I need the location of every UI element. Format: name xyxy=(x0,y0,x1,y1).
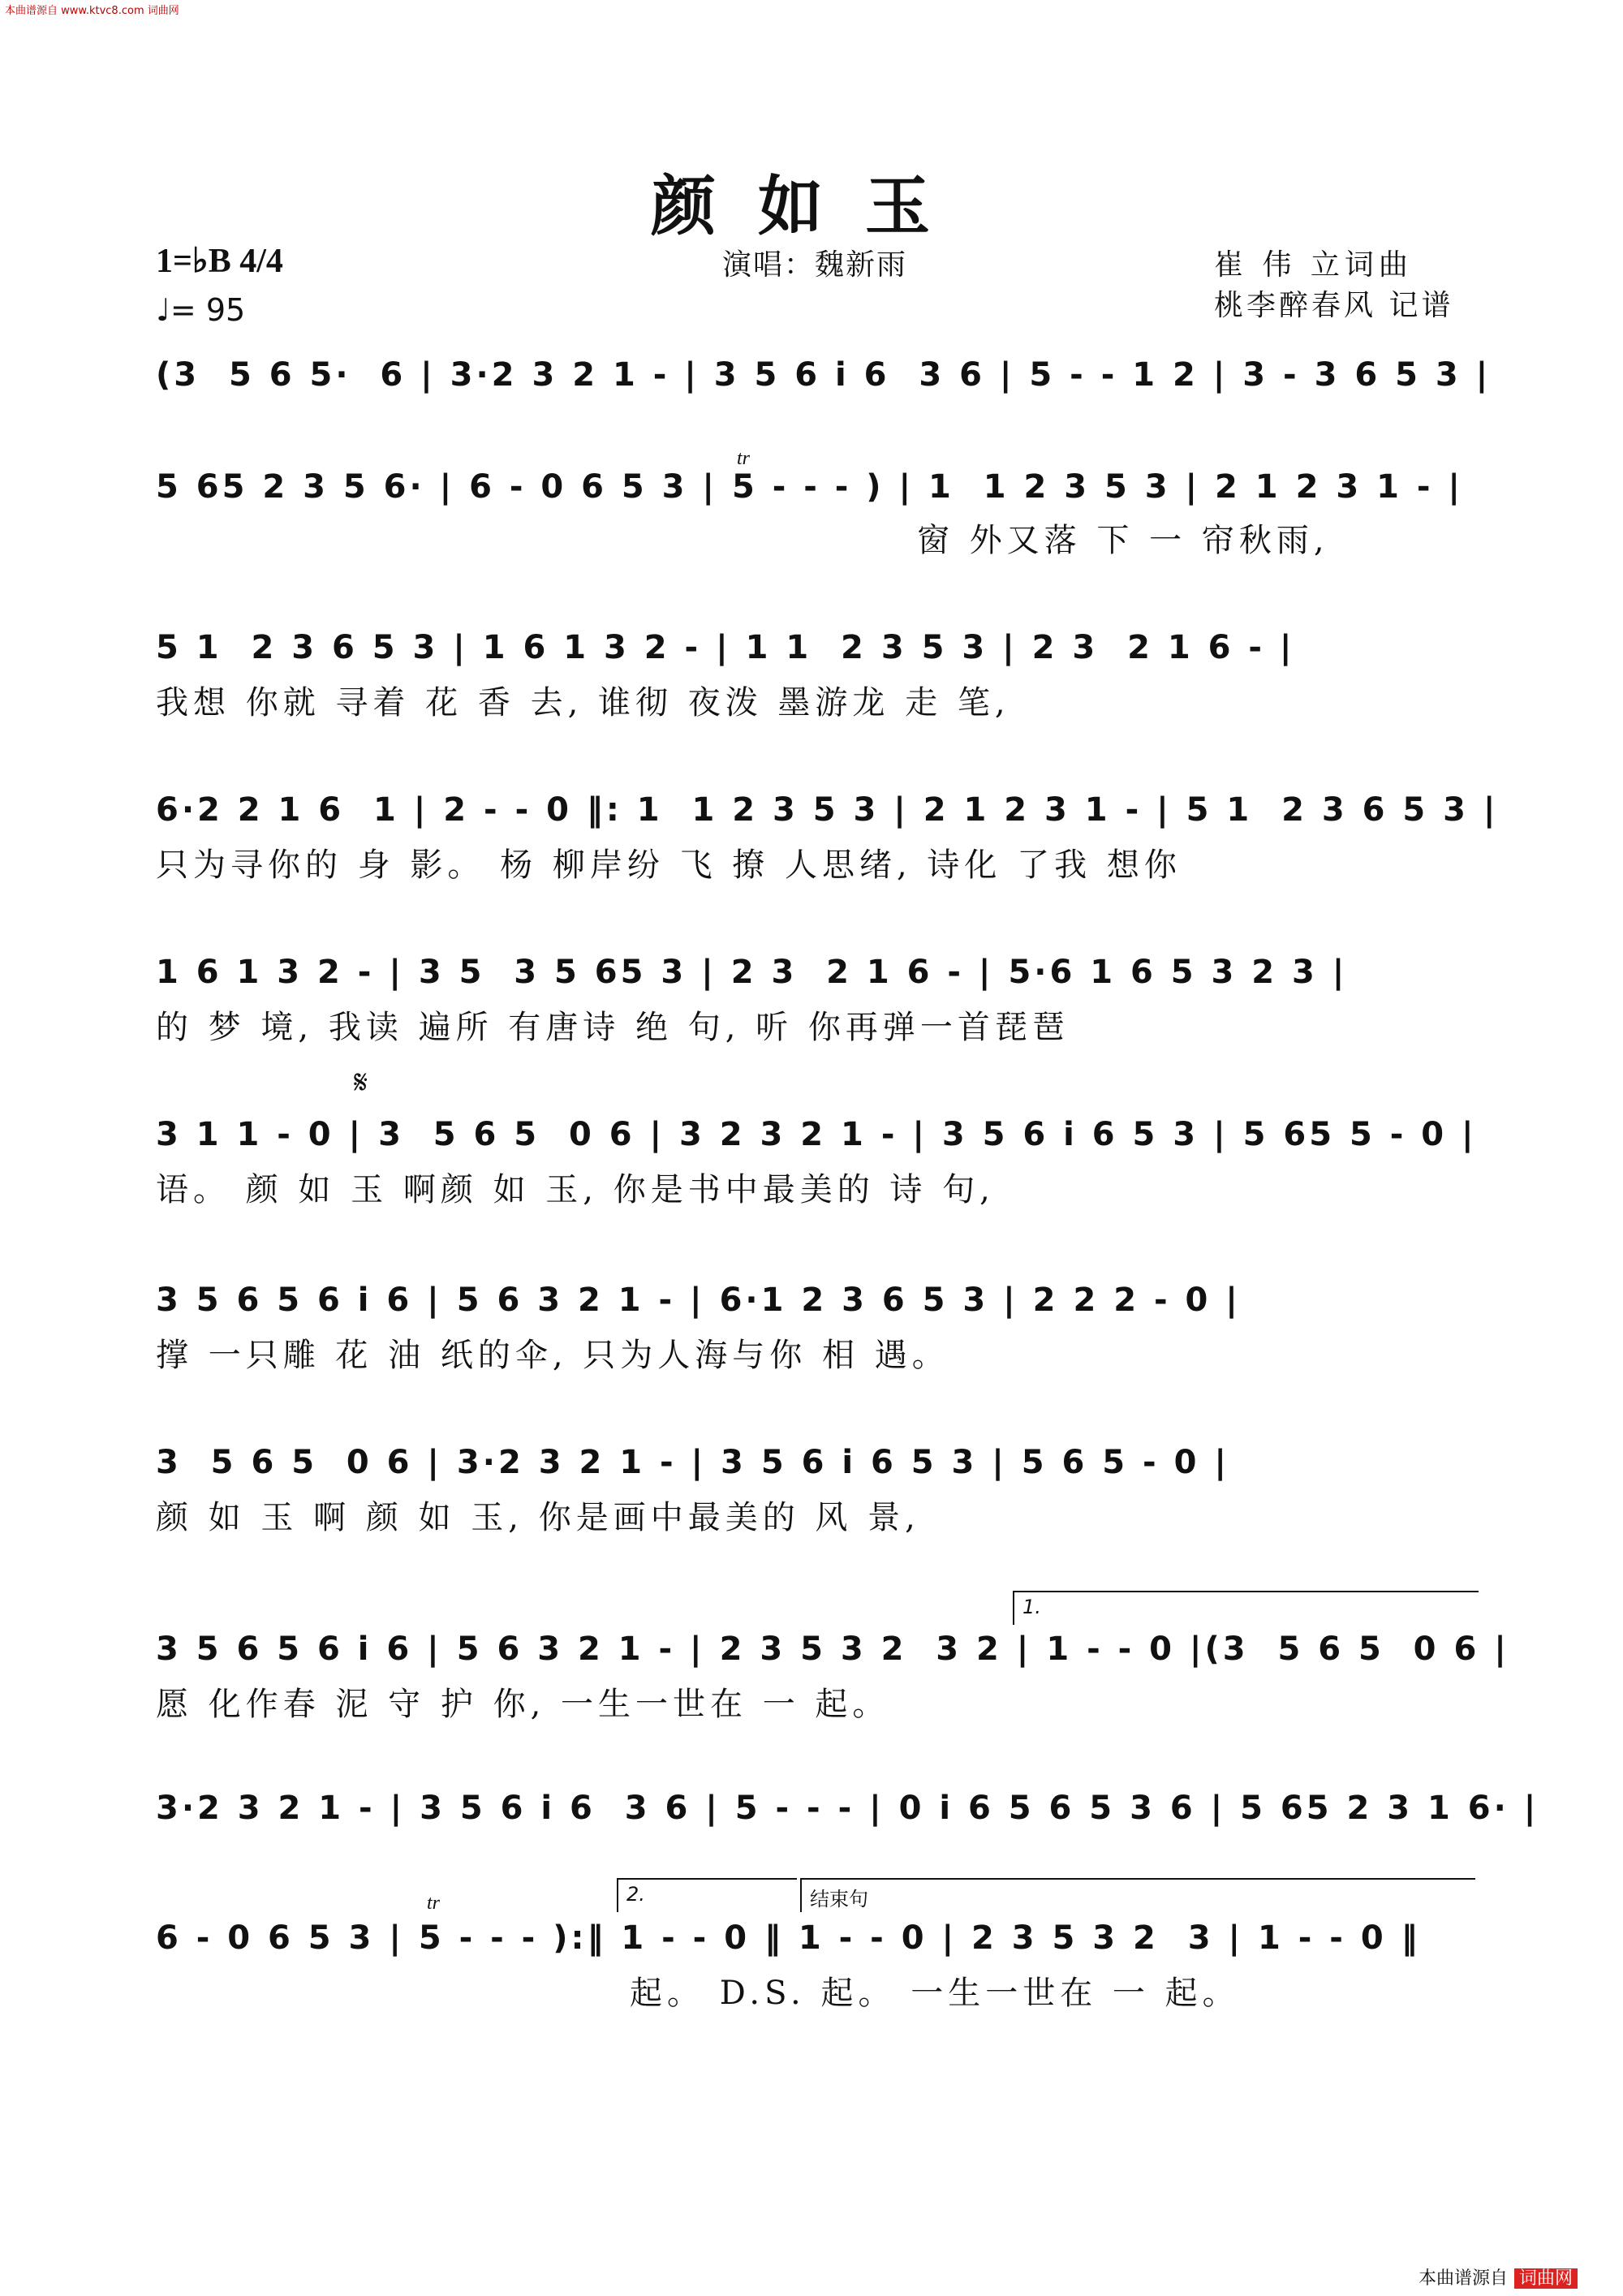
volta-1-label: 1. xyxy=(1022,1596,1041,1618)
volta-bracket-1 xyxy=(1013,1591,1479,1625)
notation-line-7: 3 5 6 5 6 i 6 | 5 6 3 2 1 - | 6·1 2 3 6 5 3 | 2 2 2 - 0 | xyxy=(156,1282,1241,1319)
notation-line-5: 1 6 1 3 2 - | 3 5 3 5 65 3 | 2 3 2 1 6 - | 5·6 1 6 5 3 2 3 | xyxy=(156,954,1348,991)
lyrics-line-4: 只为寻你的 身 影。 杨 柳岸纷 飞 撩 人思绪, 诗化 了我 想你 xyxy=(156,846,1182,884)
lyrics-line-1 xyxy=(156,406,1470,454)
notation-line-10: 3·2 3 2 1 - | 3 5 6 i 6 3 6 | 5 - - - | 0 i 6 5 6 5 3 6 | 5 65 2 3 1 6· | xyxy=(156,1790,1539,1827)
lyrics-line-9: 愿 化作春 泥 守 护 你, 一生一世在 一 起。 xyxy=(156,1686,890,1723)
key-signature: 1=♭B 4/4 xyxy=(156,243,283,280)
ending-bracket xyxy=(800,1878,1475,1912)
notation-line-3: 5 1 2 3 6 5 3 | 1 6 1 3 2 - | 1 1 2 3 5 3 | 2 3 2 1 6 - | xyxy=(156,629,1295,666)
notation-line-8: 3 5 6 5 0 6 | 3·2 3 2 1 - | 3 5 6 i 6 5 3 | 5 6 5 - 0 | xyxy=(156,1444,1229,1481)
tempo-marking: ♩= 95 xyxy=(156,292,246,328)
notation-line-9: 3 5 6 5 6 i 6 | 5 6 3 2 1 - | 2 3 5 3 2 3 2 | 1 - - 0 |(3 5 6 5 0 6 | xyxy=(156,1630,1509,1668)
notation-line-11: 6 - 0 6 5 3 | 5 - - - ):‖ 1 - - 0 ‖ 1 - - 0 | 2 3 5 3 2 3 | 1 - - 0 ‖ xyxy=(156,1919,1421,1957)
watermark-top: 本曲谱源自 www.ktvc8.com 词曲网 xyxy=(5,5,179,17)
notation-line-6: 3 1 1 - 0 | 3 5 6 5 0 6 | 3 2 3 2 1 - | 3 5 6 i 6 5 3 | 5 65 5 - 0 | xyxy=(156,1116,1477,1153)
notation-line-1: (3 5 6 5· 6 | 3·2 3 2 1 - | 3 5 6 i 6 3 6 | 5 - - 1 2 | 3 - 3 6 5 3 | xyxy=(156,356,1492,394)
lyrics-line-8: 颜 如 玉 啊 颜 如 玉, 你是画中最美的 风 景, xyxy=(156,1499,920,1536)
lyrics-line-2: 窗 外又落 下 一 帘秋雨, xyxy=(917,522,1329,559)
trill-mark-1: tr xyxy=(737,448,751,469)
volta-bracket-2 xyxy=(617,1878,797,1912)
lyrics-line-5: 的 梦 境, 我读 遍所 有唐诗 绝 句, 听 你再弹一首琵琶 xyxy=(156,1009,1070,1046)
recorder-credit: 桃李醉春风 记谱 xyxy=(1214,289,1454,322)
notation-line-2: 5 65 2 3 5 6· | 6 - 0 6 5 3 | 5 - - - ) | 1 1 2 3 5 3 | 2 1 2 3 1 - | xyxy=(156,468,1463,506)
lyrics-line-11: 起。 D.S. 起。 一生一世在 一 起。 xyxy=(630,1975,1240,2012)
composer-credit: 崔 伟 立词曲 xyxy=(1214,248,1413,282)
page-title: 颜如玉 xyxy=(651,168,972,244)
volta-2-label: 2. xyxy=(626,1883,645,1906)
ending-label: 结束句 xyxy=(810,1888,868,1910)
watermark-bottom xyxy=(1419,2264,1578,2290)
watermark-bottom-source: 本曲谱源自 xyxy=(1418,2268,1508,2289)
watermark-bottom-logo: 词曲网 xyxy=(1514,2268,1578,2289)
trill-mark-2: tr xyxy=(427,1893,441,1914)
singer-credit: 演唱：魏新雨 xyxy=(722,248,908,282)
lyrics-line-7: 撑 一只雕 花 油 纸的伞, 只为人海与你 相 遇。 xyxy=(156,1337,949,1374)
notation-line-4: 6·2 2 1 6 1 | 2 - - 0 ‖: 1 1 2 3 5 3 | 2 1 2 3 1 - | 5 1 2 3 6 5 3 | xyxy=(156,791,1499,829)
segno-mark: 𝄋 xyxy=(354,1064,368,1101)
lyrics-line-6: 语。 颜 如 玉 啊颜 如 玉, 你是书中最美的 诗 句, xyxy=(156,1171,995,1208)
lyrics-line-3: 我想 你就 寻着 花 香 去, 谁彻 夜泼 墨游龙 走 笔, xyxy=(156,684,1010,722)
